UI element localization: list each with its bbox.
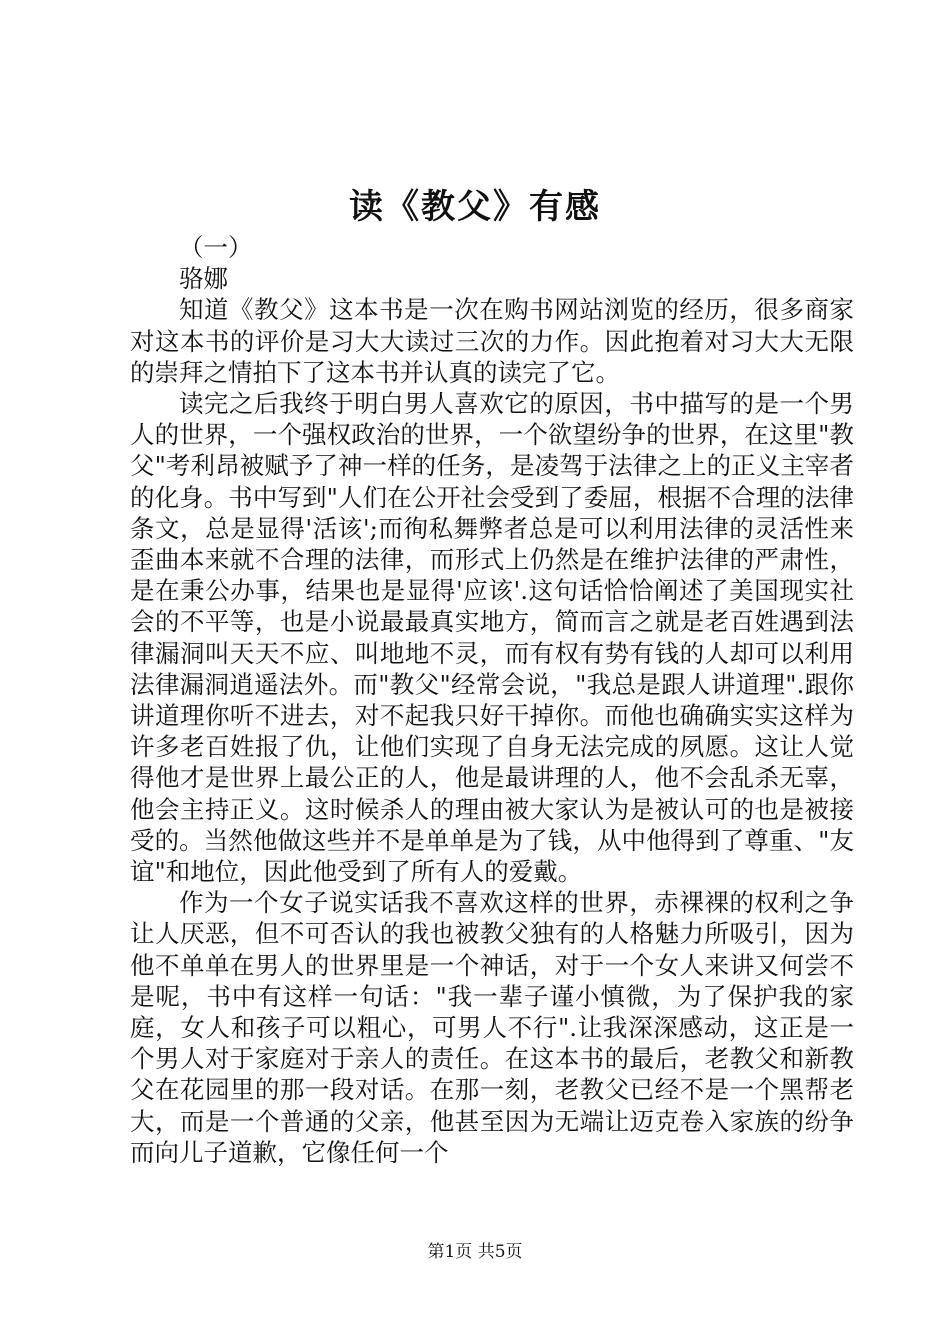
author-name: 骆娜 [179, 264, 228, 294]
paragraph-1: 知道《教父》这本书是一次在购书网站浏览的经历，很多商家对这本书的评价是习大大读过三次的力作。因此抱着对习大大无限的崇拜之情拍下了这本书并认真的读完了它。 [130, 295, 854, 387]
paragraph-2: 读完之后我终于明白男人喜欢它的原因，书中描写的是一个男人的世界，一个强权政治的世界，一个欲望纷争的世界，在这里"教父"考利昂被赋予了神一样的任务，是凌驾于法律之上的正义主宰者的化身。书中写到"人们在公开社会受到了委屈，根据不合理的法律条文，总是显得'活该';而徇私舞弊者总是可以利用法律的灵活性来歪曲本来就不合理的法律，而形式上仍然是在维护法律的严肃性，是在秉公办事，结果也是显得'应该'.这句话恰恰阐述了美国现实社会的不平等，也是小说最最真实地方，简而言之就是老百姓遇到法律漏洞叫天天不应、叫地地不灵，而有权有势有钱的人却可以利用法律漏洞逍遥法外。而"教父"经常会说，"我总是跟人讲道理".跟你讲道理你听不进去，对不起我只好干掉你。而他也确确实实这样为许多老百姓报了仇，让他们实现了自身无法完成的夙愿。这让人觉得他才是世界上最公正的人，他是最讲理的人，他不会乱杀无辜，他会主持正义。这时候杀人的理由被大家认为是被认可的也是被接受的。当然他做这些并不是单单是为了钱，从中他得到了尊重、"友谊"和地位，因此他受到了所有人的爱戴。 [130, 389, 854, 887]
paragraph-3: 作为一个女子说实话我不喜欢这样的世界，赤裸裸的权利之争让人厌恶，但不可否认的我也被教父独有的人格魅力所吸引，因为他不单单在男人的世界里是一个神话，对于一个女人来讲又何尝不是呢，书中有这样一句话："我一辈子谨小慎微，为了保护我的家庭，女人和孩子可以粗心，可男人不行".让我深深感动，这正是一个男人对于家庭对于亲人的责任。在这本书的最后，老教父和新教父在花园里的那一段对话。在那一刻，老教父已经不是一个黑帮老大，而是一个普通的父亲，他甚至因为无端让迈克卷入家族的纷争而向儿子道歉，它像任何一个 [130, 888, 854, 1167]
document-title: 读《教父》有感 [349, 187, 601, 227]
document-body [130, 232, 854, 1168]
section-label: （一） [179, 233, 253, 262]
page-footer: 第1页 共5页 [427, 1242, 523, 1262]
